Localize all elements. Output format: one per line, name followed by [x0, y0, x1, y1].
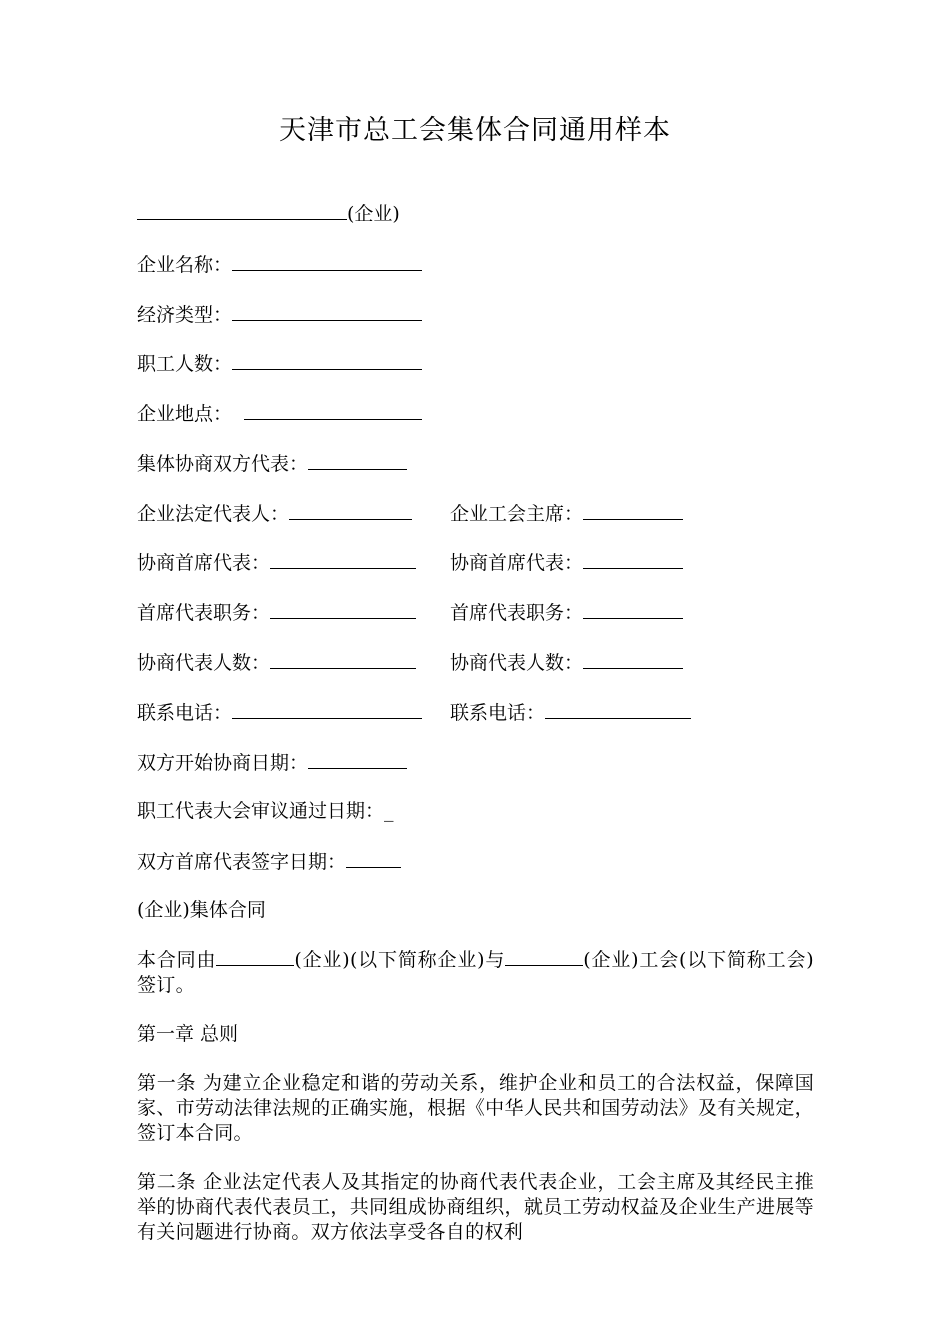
field-label: 协商代表人数：	[137, 652, 271, 674]
rep-count-blank-right[interactable]	[583, 648, 683, 669]
intro-part3: (企业)工会(以下简称工会)签订。	[137, 949, 814, 996]
employee-count-blank[interactable]	[232, 349, 422, 370]
field-label: 协商首席代表：	[450, 552, 584, 574]
economic-type-blank[interactable]	[232, 300, 422, 321]
representatives-blank[interactable]	[308, 449, 407, 470]
chief-rep-title-blank-left[interactable]	[270, 598, 416, 619]
field-label: 企业工会主席：	[450, 503, 584, 525]
field-label: 企业地点：	[137, 403, 233, 425]
field-label: 协商首席代表：	[137, 552, 271, 574]
location-blank[interactable]	[244, 399, 422, 420]
pair-row-left	[137, 598, 416, 624]
intro-part1: 本合同由	[137, 949, 217, 971]
intro-paragraph	[137, 947, 814, 998]
chief-rep-blank-right[interactable]	[583, 548, 683, 569]
intro-blank-1[interactable]	[216, 947, 294, 966]
pair-row-right	[450, 698, 691, 724]
company-name-blank[interactable]	[232, 250, 422, 271]
field-label: 职工人数：	[137, 353, 233, 375]
pair-row-left	[137, 548, 416, 574]
article-2: 第二条 企业法定代表人及其指定的协商代表代表企业，工会主席及其经民主推举的协商代表代表员工，共同组成协商组织，就员工劳动权益及企业生产进展等有关问题进行协商。双方依法享受各自的权利	[137, 1171, 814, 1243]
start-date-blank[interactable]	[308, 748, 407, 769]
field-label: 集体协商双方代表：	[137, 453, 309, 475]
pair-row-right	[450, 648, 683, 674]
rep-count-blank-left[interactable]	[270, 648, 416, 669]
enterprise-blank[interactable]	[137, 199, 347, 220]
pair-row-left	[137, 648, 416, 674]
document-title: 天津市总工会集体合同通用样本	[279, 115, 671, 146]
chief-rep-blank-left[interactable]	[270, 548, 416, 569]
intro-part2: (企业)(以下简称企业)与	[294, 949, 506, 971]
field-signing-date	[137, 847, 401, 873]
chief-rep-title-blank-right[interactable]	[583, 598, 683, 619]
field-location	[137, 399, 422, 425]
field-start-date	[137, 748, 407, 774]
field-label: 联系电话：	[137, 702, 233, 724]
field-company-name	[137, 250, 422, 276]
pair-row-right	[450, 598, 683, 624]
pair-row-right	[450, 499, 683, 525]
field-label: 双方开始协商日期：	[137, 752, 309, 774]
legal-rep-blank[interactable]	[289, 499, 412, 520]
signing-date-blank[interactable]	[346, 847, 401, 868]
field-label: 经济类型：	[137, 304, 233, 326]
pair-row-left	[137, 698, 422, 724]
field-label: 首席代表职务：	[137, 602, 271, 624]
field-label: 职工代表大会审议通过日期：_	[137, 800, 394, 822]
field-employee-count	[137, 349, 422, 375]
field-label: 企业法定代表人：	[137, 503, 290, 525]
field-representatives	[137, 449, 407, 475]
field-label: 联系电话：	[450, 702, 546, 724]
contract-heading: (企业)集体合同	[137, 899, 266, 921]
pair-row-left	[137, 499, 412, 525]
field-label: 协商代表人数：	[450, 652, 584, 674]
enterprise-header-line	[137, 199, 400, 225]
field-label: 双方首席代表签字日期：	[137, 851, 347, 873]
intro-blank-2[interactable]	[505, 947, 583, 966]
union-chair-blank[interactable]	[583, 499, 683, 520]
field-economic-type	[137, 300, 422, 326]
enterprise-suffix: (企业)	[347, 203, 400, 225]
chapter-heading: 第一章 总则	[137, 1023, 239, 1045]
field-label: 企业名称：	[137, 254, 233, 276]
article-1: 第一条 为建立企业稳定和谐的劳动关系，维护企业和员工的合法权益，保障国家、市劳动法律法规的正确实施，根据《中华人民共和国劳动法》及有关规定，签订本合同。	[137, 1072, 814, 1144]
field-label: 首席代表职务：	[450, 602, 584, 624]
pair-row-right	[450, 548, 683, 574]
phone-blank-left[interactable]	[232, 698, 422, 719]
phone-blank-right[interactable]	[545, 698, 691, 719]
field-approval-date	[137, 798, 394, 824]
